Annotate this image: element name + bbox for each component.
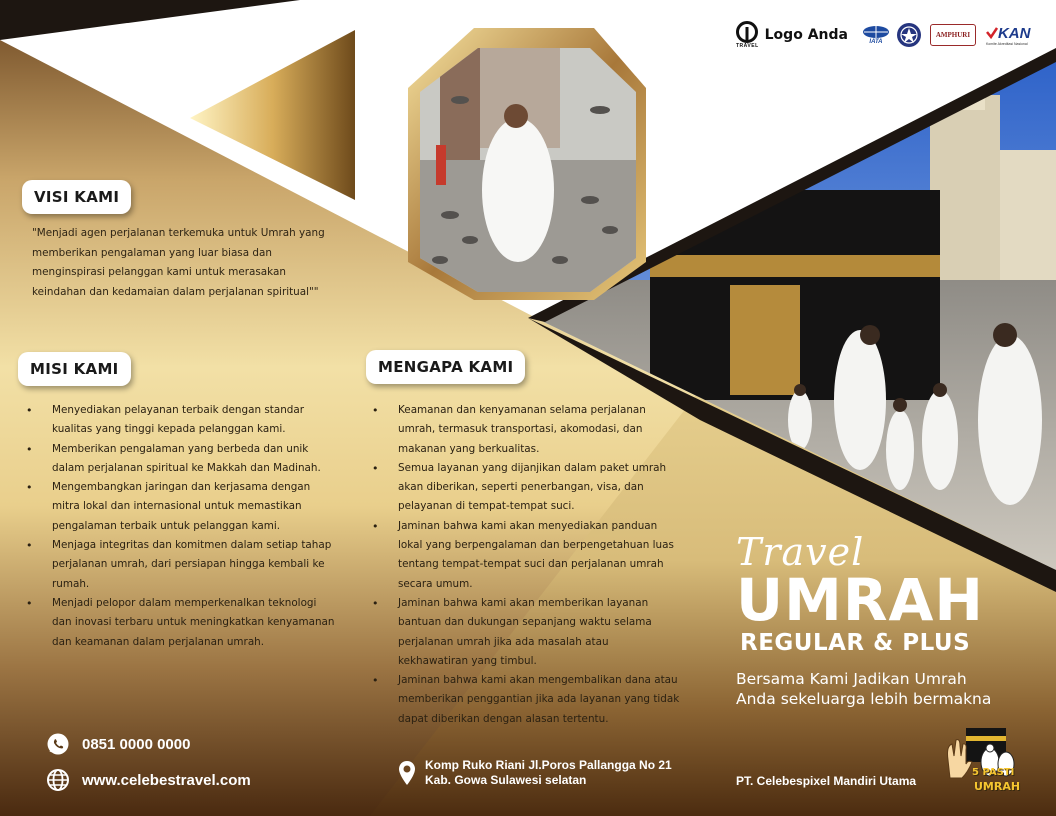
list-item: • Jaminan bahwa kami akan mengembalikan dana atau memberikan penggantian jika ada layanan yang tidak dapat diberikan dengan alasan tertentu.	[372, 671, 680, 729]
iata-globe-icon	[862, 25, 890, 39]
address-line-2: Kab. Gowa Sulawesi selatan	[425, 773, 587, 787]
company-name: PT. Celebespixel Mandiri Utama	[736, 774, 917, 788]
list-item: • Semua layanan yang dijanjikan dalam paket umrah akan diberikan, seperti penerbangan, visa, dan pelayanan di tempat-tempat suci.	[372, 459, 680, 517]
kan-check-icon	[986, 27, 998, 39]
visi-heading	[22, 180, 131, 214]
list-item: • Jaminan bahwa kami akan menyediakan panduan lokal yang berpengalaman dan berpengetahuan luas tentang tempat-tempat suci dan perjalanan umrah secara umum.	[372, 517, 680, 594]
whatsapp-icon	[46, 732, 70, 756]
iata-label: IATA	[869, 39, 883, 45]
list-item: • Menyediakan pelayanan terbaik dengan standar kualitas yang tinggi kepada pelanggan kami.	[26, 401, 336, 440]
iata-logo	[862, 25, 890, 45]
misi-heading	[18, 352, 131, 386]
list-item: • Memberikan pengalaman yang berbeda dan unik dalam perjalanan spiritual ke Makkah dan Madinah.	[26, 440, 336, 479]
brand-logo	[736, 21, 759, 49]
hero-tagline-2: Anda sekeluarga lebih bermakna	[736, 690, 992, 708]
badge-line-1: 5 PASTI	[972, 767, 1015, 778]
address-line-1: Komp Ruko Riani Jl.Poros Pallangga No 21	[425, 758, 672, 772]
list-item: • Keamanan dan kenyamanan selama perjalanan umrah, termasuk transportasi, akomodasi, dan makanan yang berkualitas.	[372, 401, 680, 459]
address-contact	[398, 758, 672, 788]
badge-line-2: UMRAH	[974, 780, 1021, 793]
phone-number: 0851 0000 0000	[82, 735, 191, 753]
visi-title: VISI KAMI	[34, 188, 120, 206]
mengapa-heading	[366, 350, 525, 384]
brand-logo-text: Logo Anda	[764, 27, 848, 43]
website-contact	[46, 768, 251, 792]
list-item: • Jaminan bahwa kami akan memberikan layanan bantuan dan dukungan sepanjang waktu selama perjalanan umrah jika ada masalah atau kekhawatiran yang timbul.	[372, 594, 680, 671]
hero-tagline-1: Bersama Kami Jadikan Umrah	[736, 670, 967, 688]
mengapa-list	[372, 401, 680, 729]
amphuri-logo	[930, 24, 976, 46]
hero-script: Travel	[736, 530, 865, 574]
list-item: • Menjaga integritas dan komitmen dalam setiap tahap perjalanan umrah, dari persiapan hingga kembali ke rumah.	[26, 536, 336, 594]
globe-seal-logo	[896, 22, 922, 48]
pasti-umrah-badge	[944, 726, 1024, 798]
website-url[interactable]: www.celebestravel.com	[82, 771, 251, 789]
brand-logo-icon	[736, 21, 758, 43]
list-item: • Mengembangkan jaringan dan kerjasama dengan mitra lokal dan internasional untuk memastikan pengalaman terbaik untuk pelanggan kami.	[26, 478, 336, 536]
visi-text: "Menjadi agen perjalanan terkemuka untuk Umrah yang memberikan pengalaman yang luar biasa dan menginspirasi pelanggan kami untuk merasakan keindahan dan kedamaian dalam perjalanan spiritual""	[32, 227, 325, 298]
list-item: • Menjadi pelopor dalam memperkenalkan teknologi dan inovasi terbaru untuk meningkatkan kenyamanan dan keamanan dalam perjalanan umrah.	[26, 594, 336, 652]
brand-logo-sub: TRAVEL	[736, 43, 759, 49]
amphuri-label: AMPHURI	[935, 31, 971, 39]
kan-logo	[986, 25, 1031, 46]
location-pin-icon	[398, 760, 416, 786]
kan-label: KAN	[997, 24, 1031, 42]
misi-list	[26, 401, 336, 652]
hero-title: UMRAH	[736, 566, 984, 634]
globe-icon	[46, 768, 70, 792]
phone-contact	[46, 732, 190, 756]
mengapa-title: MENGAPA KAMI	[378, 358, 514, 376]
kan-sub: Komite Akreditasi Nasional	[985, 41, 1028, 46]
misi-title: MISI KAMI	[30, 360, 119, 378]
header-logo-bar	[736, 18, 1030, 52]
hero-subtitle: REGULAR & PLUS	[740, 630, 971, 656]
